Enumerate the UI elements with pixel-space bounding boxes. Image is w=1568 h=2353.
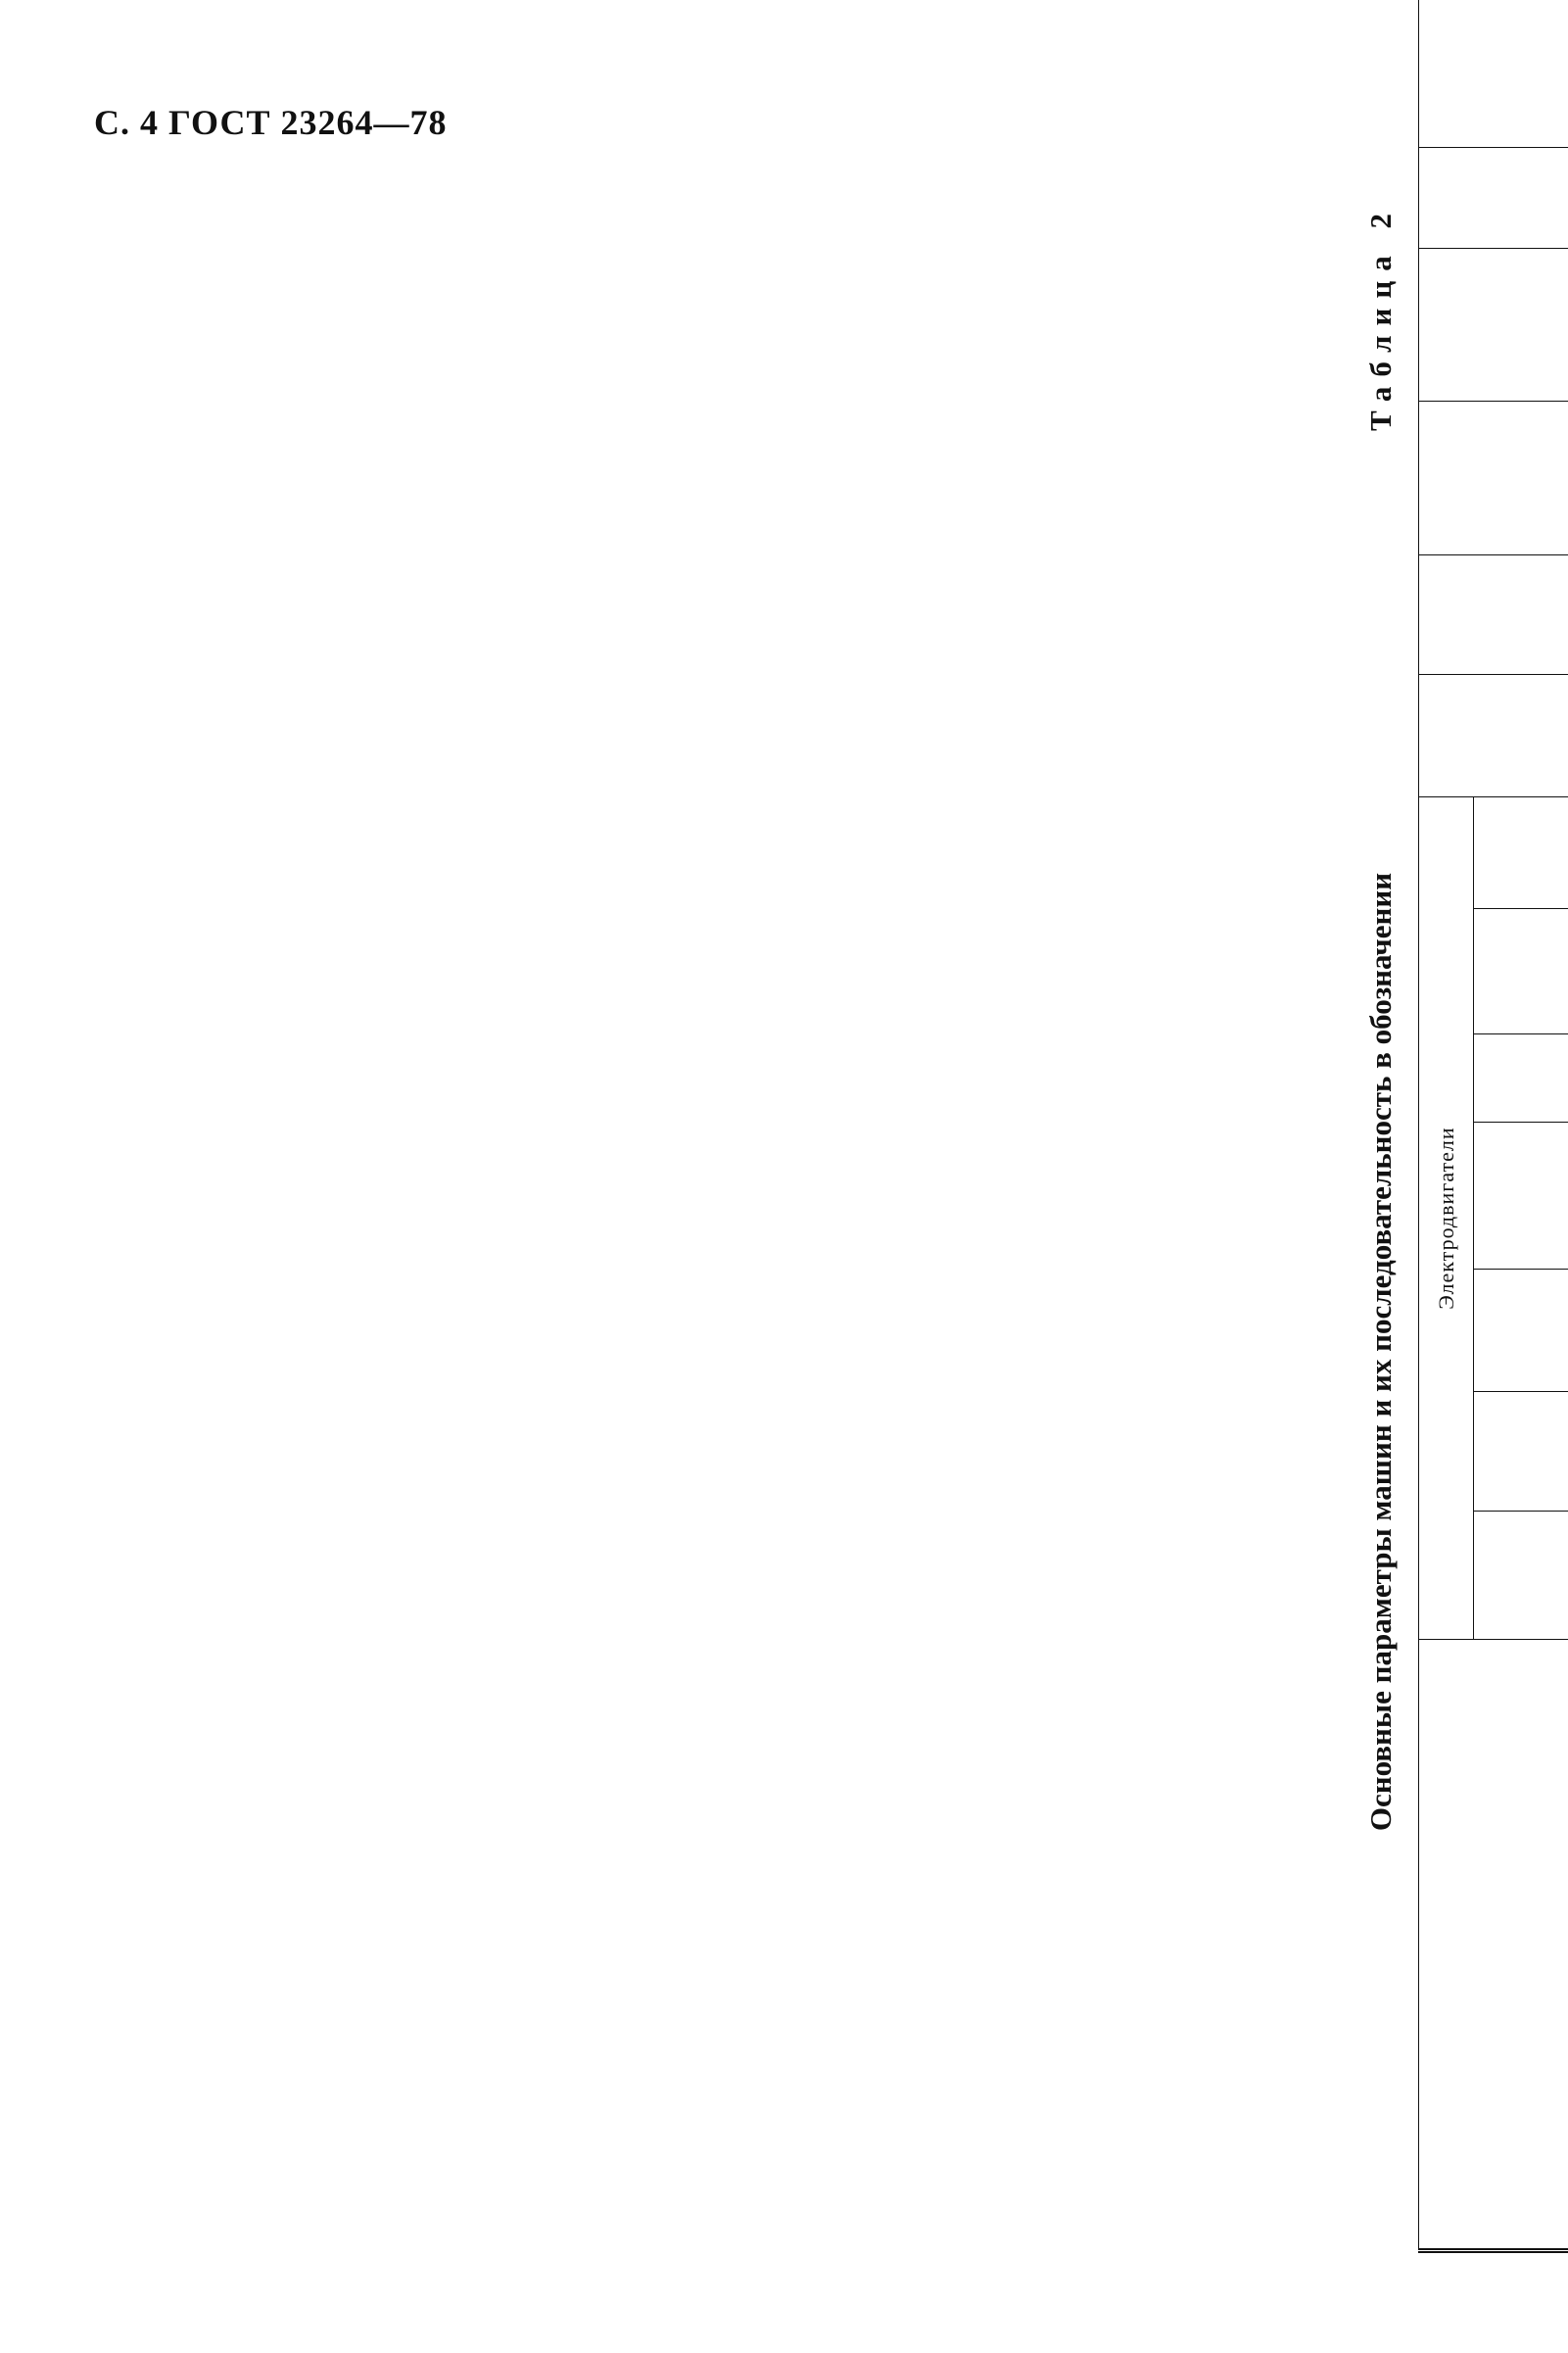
- table-title: Основные параметры машин и их последовательность в обозначении: [1363, 872, 1398, 1832]
- col-header: [1419, 148, 1568, 249]
- col-header: [1474, 1269, 1568, 1391]
- rotated-table-page: [1352, 196, 1568, 2253]
- table-label: Таблица 2: [1363, 204, 1398, 431]
- col-header: [1474, 1033, 1568, 1122]
- electromotors-group-header: Электродвигатели: [1419, 796, 1474, 1640]
- col-header: [1474, 1123, 1568, 1269]
- parameters-table: [1418, 0, 1568, 2253]
- col-header: [1474, 908, 1568, 1033]
- col-header: [1474, 1391, 1568, 1511]
- params-header: [1419, 1640, 1568, 2251]
- col-header: [1419, 674, 1568, 796]
- col-header: [1474, 796, 1568, 908]
- col-header: [1419, 554, 1568, 674]
- col-header: [1419, 0, 1568, 148]
- col-header: [1419, 248, 1568, 401]
- page-header: С. 4 ГОСТ 23264—78: [94, 103, 448, 142]
- col-header: [1419, 402, 1568, 554]
- col-header: [1474, 1511, 1568, 1640]
